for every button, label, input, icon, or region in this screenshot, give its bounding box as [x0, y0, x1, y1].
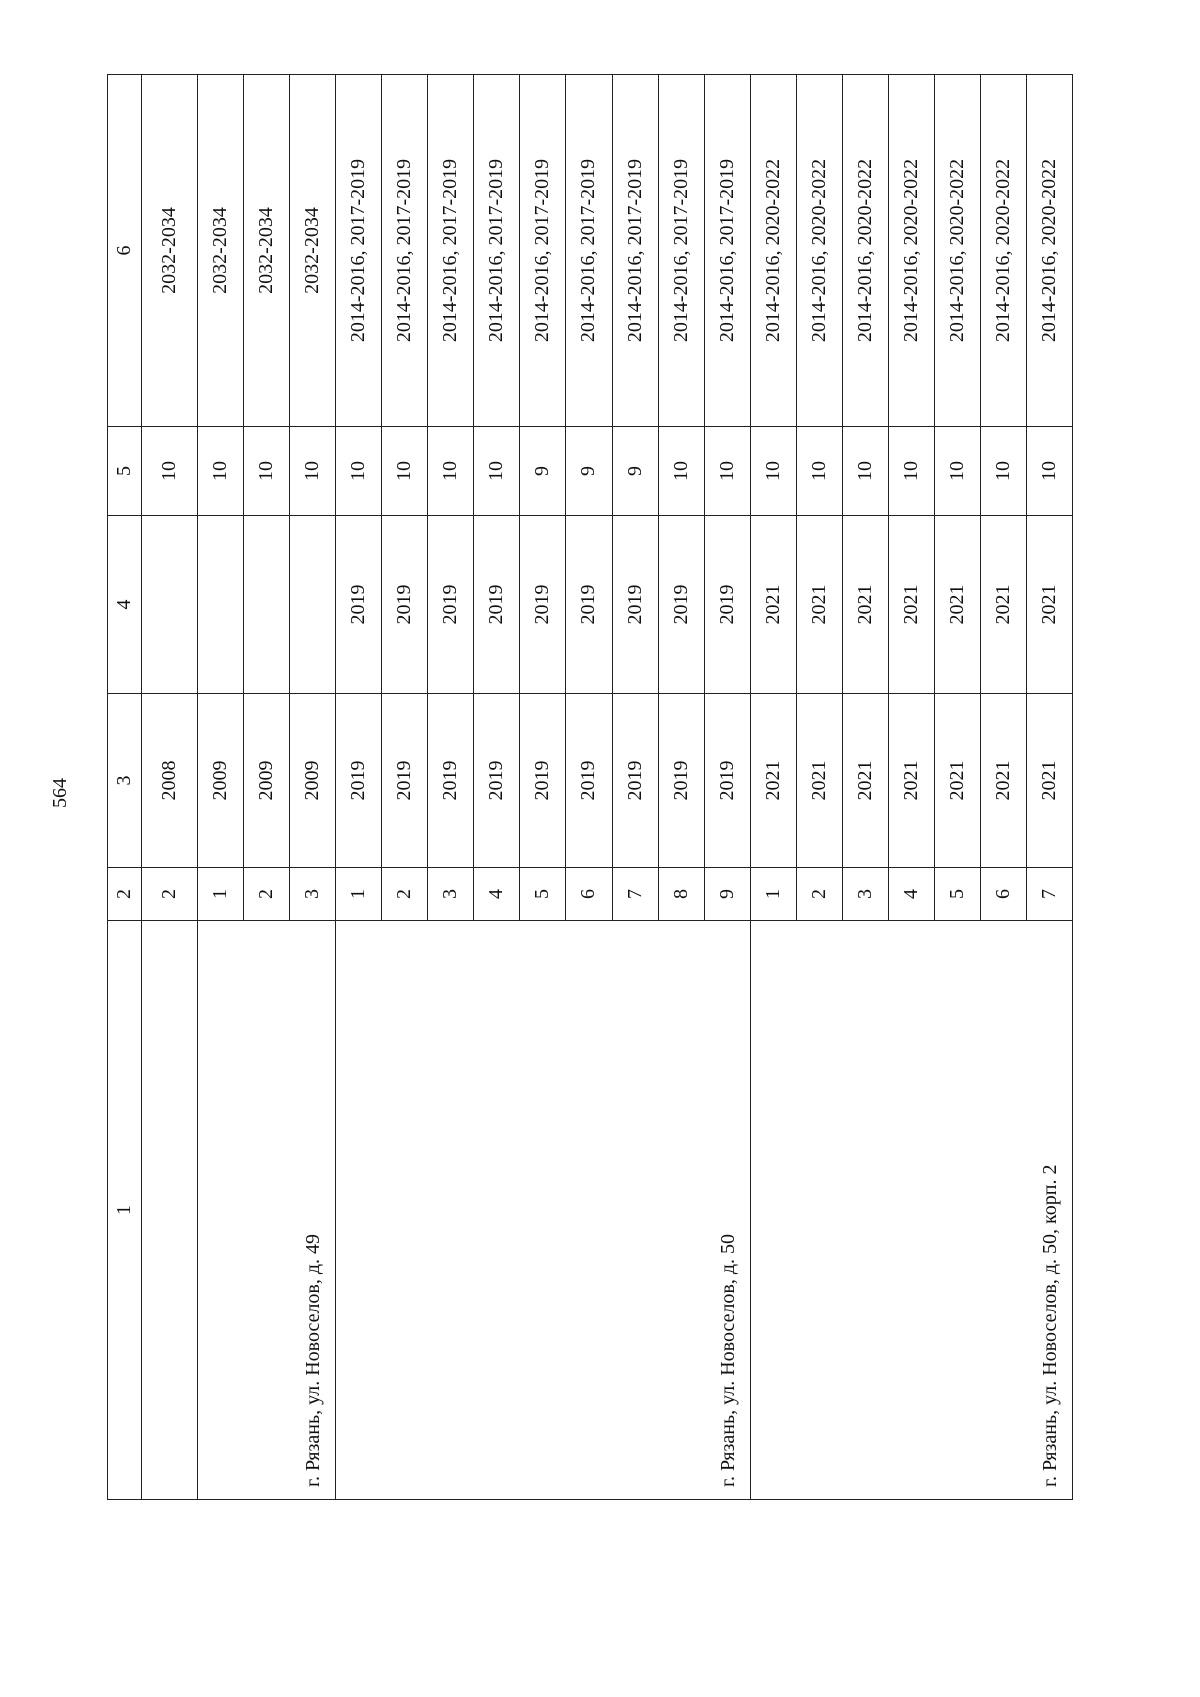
cell-c5: 10: [888, 427, 934, 516]
cell-c6: 2014-2016, 2017-2019: [704, 75, 750, 427]
cell-c3: 2008: [142, 694, 198, 868]
cell-c4: [244, 516, 290, 694]
cell-c4: 2019: [566, 516, 612, 694]
cell-c4: [142, 516, 198, 694]
cell-c3: 2009: [244, 694, 290, 868]
cell-c2: 6: [980, 868, 1026, 921]
table-row: [750, 75, 796, 1500]
cell-c3: 2021: [888, 694, 934, 868]
cell-c4: 2021: [980, 516, 1026, 694]
cell-c4: 2019: [428, 516, 474, 694]
cell-c6: 2014-2016, 2017-2019: [658, 75, 704, 427]
cell-c5: 10: [244, 427, 290, 516]
cell-c6: 2014-2016, 2017-2019: [336, 75, 382, 427]
cell-c3: 2021: [750, 694, 796, 868]
cell-c5: 10: [796, 427, 842, 516]
address-cell: [142, 921, 198, 1500]
cell-c6: 2032-2034: [142, 75, 198, 427]
cell-c6: 2032-2034: [198, 75, 244, 427]
cell-c6: 2014-2016, 2017-2019: [612, 75, 658, 427]
cell-c4: 2021: [888, 516, 934, 694]
cell-c3: 2019: [566, 694, 612, 868]
cell-c5: 10: [704, 427, 750, 516]
cell-c6: 2014-2016, 2017-2019: [474, 75, 520, 427]
cell-c6: 2014-2016, 2017-2019: [520, 75, 566, 427]
cell-c6: 2014-2016, 2017-2019: [382, 75, 428, 427]
cell-c2: 3: [290, 868, 336, 921]
address-cell: г. Рязань, ул. Новоселов, д. 50: [336, 921, 750, 1500]
address-cell: г. Рязань, ул. Новоселов, д. 50, корп. 2: [750, 921, 1072, 1500]
cell-c3: 2021: [980, 694, 1026, 868]
cell-c6: 2014-2016, 2020-2022: [750, 75, 796, 427]
cell-c2: 5: [520, 868, 566, 921]
header-cell-1: 1: [108, 921, 142, 1500]
cell-c6: 2014-2016, 2020-2022: [934, 75, 980, 427]
cell-c2: 3: [842, 868, 888, 921]
cell-c3: 2021: [842, 694, 888, 868]
table-row: [336, 75, 382, 1500]
cell-c4: [198, 516, 244, 694]
cell-c5: 10: [428, 427, 474, 516]
cell-c5: 10: [1026, 427, 1072, 516]
cell-c2: 2: [244, 868, 290, 921]
header-cell-2: 2: [108, 868, 142, 921]
cell-c5: 9: [566, 427, 612, 516]
cell-c4: 2019: [336, 516, 382, 694]
cell-c6: 2014-2016, 2020-2022: [1026, 75, 1072, 427]
rotated-table-container: [107, 75, 1073, 1500]
cell-c3: 2019: [382, 694, 428, 868]
cell-c3: 2019: [474, 694, 520, 868]
cell-c2: 4: [888, 868, 934, 921]
cell-c2: 3: [428, 868, 474, 921]
cell-c5: 10: [474, 427, 520, 516]
cell-c4: 2019: [658, 516, 704, 694]
cell-c3: 2019: [612, 694, 658, 868]
cell-c5: 10: [750, 427, 796, 516]
cell-c6: 2014-2016, 2020-2022: [980, 75, 1026, 427]
cell-c4: 2019: [382, 516, 428, 694]
cell-c3: 2021: [796, 694, 842, 868]
cell-c6: 2032-2034: [244, 75, 290, 427]
cell-c3: 2009: [198, 694, 244, 868]
cell-c4: 2021: [842, 516, 888, 694]
cell-c4: 2021: [750, 516, 796, 694]
address-cell: г. Рязань, ул. Новоселов, д. 49: [198, 921, 336, 1500]
schedule-table: [107, 74, 1073, 1500]
cell-c2: 8: [658, 868, 704, 921]
cell-c5: 10: [934, 427, 980, 516]
cell-c2: 4: [474, 868, 520, 921]
cell-c5: 10: [382, 427, 428, 516]
cell-c4: 2019: [704, 516, 750, 694]
header-cell-5: 5: [108, 427, 142, 516]
cell-c2: 7: [612, 868, 658, 921]
cell-c3: 2019: [658, 694, 704, 868]
table-row: [142, 75, 198, 1500]
cell-c5: 9: [612, 427, 658, 516]
cell-c2: 6: [566, 868, 612, 921]
cell-c6: 2014-2016, 2017-2019: [566, 75, 612, 427]
cell-c5: 10: [842, 427, 888, 516]
cell-c4: 2019: [520, 516, 566, 694]
cell-c4: [290, 516, 336, 694]
cell-c4: 2021: [934, 516, 980, 694]
cell-c3: 2021: [1026, 694, 1072, 868]
cell-c4: 2019: [612, 516, 658, 694]
cell-c3: 2019: [428, 694, 474, 868]
cell-c5: 9: [520, 427, 566, 516]
cell-c3: 2019: [704, 694, 750, 868]
cell-c4: 2021: [1026, 516, 1072, 694]
cell-c2: 2: [382, 868, 428, 921]
cell-c4: 2021: [796, 516, 842, 694]
cell-c5: 10: [336, 427, 382, 516]
cell-c3: 2021: [934, 694, 980, 868]
cell-c2: 2: [142, 868, 198, 921]
cell-c3: 2019: [336, 694, 382, 868]
cell-c2: 1: [198, 868, 244, 921]
cell-c2: 2: [796, 868, 842, 921]
cell-c2: 9: [704, 868, 750, 921]
cell-c3: 2019: [520, 694, 566, 868]
cell-c4: 2019: [474, 516, 520, 694]
cell-c5: 10: [142, 427, 198, 516]
cell-c2: 7: [1026, 868, 1072, 921]
page-number: 564: [49, 778, 71, 808]
header-cell-3: 3: [108, 694, 142, 868]
cell-c5: 10: [980, 427, 1026, 516]
cell-c6: 2014-2016, 2017-2019: [428, 75, 474, 427]
cell-c5: 10: [658, 427, 704, 516]
cell-c3: 2009: [290, 694, 336, 868]
table-row: [198, 75, 244, 1500]
header-cell-4: 4: [108, 516, 142, 694]
header-row: [108, 75, 142, 1500]
cell-c6: 2014-2016, 2020-2022: [888, 75, 934, 427]
cell-c6: 2014-2016, 2020-2022: [842, 75, 888, 427]
header-cell-6: 6: [108, 75, 142, 427]
cell-c2: 1: [336, 868, 382, 921]
cell-c6: 2032-2034: [290, 75, 336, 427]
cell-c2: 5: [934, 868, 980, 921]
cell-c5: 10: [198, 427, 244, 516]
cell-c6: 2014-2016, 2020-2022: [796, 75, 842, 427]
cell-c5: 10: [290, 427, 336, 516]
cell-c2: 1: [750, 868, 796, 921]
